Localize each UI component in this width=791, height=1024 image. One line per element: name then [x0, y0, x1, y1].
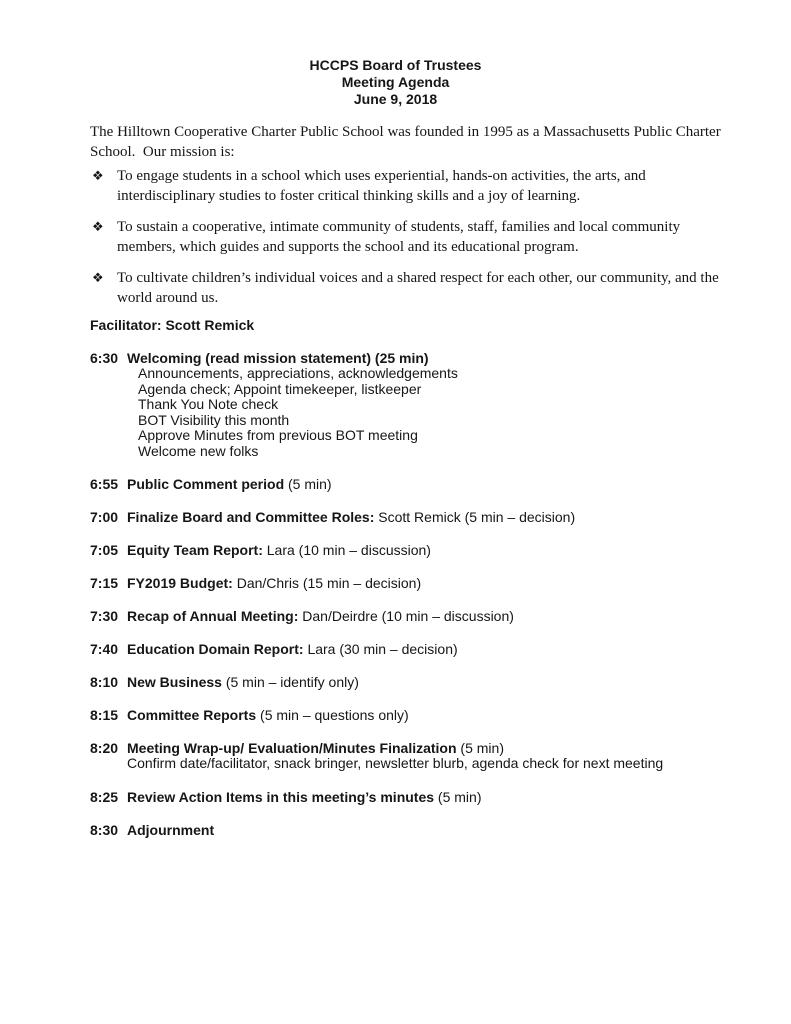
agenda-title-rest: (5 min) [284, 476, 332, 492]
agenda-title [127, 509, 721, 525]
agenda-time: 8:10 [90, 674, 119, 690]
agenda-row [90, 350, 721, 459]
document-date: June 9, 2018 [353, 91, 438, 107]
agenda-time: 7:30 [90, 608, 119, 624]
agenda-time: 8:20 [90, 740, 119, 756]
agenda-time: 6:55 [90, 476, 119, 492]
agenda-title-bold: Welcoming (read mission statement) (25 min) [127, 350, 429, 366]
agenda-title-rest: (5 min) [456, 740, 504, 756]
agenda-row [90, 542, 721, 558]
document-type: Meeting Agenda [341, 74, 450, 90]
agenda-sub-item: Welcome new folks [138, 442, 259, 459]
agenda-title [127, 789, 721, 805]
agenda-body [127, 608, 721, 624]
agenda-body [127, 509, 721, 525]
agenda-sub-item: Agenda check; Appoint timekeeper, listkeeper [138, 380, 422, 397]
agenda-sub-item: Approve Minutes from previous BOT meeting [138, 427, 418, 443]
agenda-sub-item: Thank You Note check [138, 396, 279, 412]
agenda-title-bold: Public Comment period [127, 476, 285, 492]
mission-bullet-text: To sustain a cooperative, intimate community of students, staff, families and local community members, which guides and supports the school and its educational program. [117, 219, 681, 255]
mission-bullet-text: To cultivate children’s individual voices and a shared respect for each other, our community, and the world around us. [117, 270, 719, 306]
agenda-body [127, 350, 721, 459]
agenda-title-bold: Meeting Wrap-up/ Evaluation/Minutes Finalization [127, 740, 457, 756]
agenda-title-bold: Review Action Items in this meeting’s minutes [127, 788, 435, 805]
document-body [90, 122, 725, 838]
agenda-row [90, 707, 721, 723]
diamond-bullet-icon: ❖ [92, 219, 104, 234]
mission-bullet-item [90, 166, 721, 206]
agenda-title [127, 542, 721, 558]
agenda-title [127, 707, 721, 723]
agenda-time: 8:30 [90, 821, 119, 838]
agenda-title-bold: Equity Team Report: [127, 542, 263, 558]
agenda-body [127, 674, 721, 690]
agenda-row [90, 575, 721, 591]
mission-list [90, 166, 721, 308]
agenda-title-rest: Scott Remick (5 min – decision) [374, 509, 576, 525]
intro-paragraph: The Hilltown Cooperative Charter Public School was founded in 1995 as a Massachusetts Public Charter School. Our mission is: [90, 124, 725, 160]
mission-bullet-item [90, 217, 721, 257]
agenda-body [127, 476, 721, 492]
agenda-title-bold: Committee Reports [127, 707, 257, 723]
agenda-title-bold: New Business [127, 674, 222, 690]
agenda-body [127, 789, 721, 805]
document-header [0, 0, 791, 108]
agenda-title [127, 674, 721, 690]
agenda-body [127, 822, 721, 838]
diamond-bullet-icon: ❖ [92, 270, 104, 285]
diamond-bullet-icon: ❖ [92, 168, 104, 183]
agenda-time: 6:30 [90, 350, 119, 366]
agenda-body [127, 641, 721, 657]
agenda-title-rest: (5 min – identify only) [221, 674, 359, 690]
agenda-title-rest: Dan/Chris (15 min – decision) [232, 575, 422, 591]
agenda-row [90, 476, 721, 492]
mission-bullet-text: To engage students in a school which uses experiential, hands-on activities, the arts, and interdisciplinary studies to foster critical thinking skills and a joy of learning. [117, 168, 646, 204]
agenda-title-rest: Lara (30 min – decision) [303, 641, 458, 657]
agenda-body [127, 575, 721, 591]
agenda-title-bold: Adjournment [127, 821, 215, 838]
agenda-title-rest: (5 min) [434, 788, 482, 805]
agenda-list [90, 350, 721, 838]
agenda-sub-item: BOT Visibility this month [138, 411, 290, 428]
agenda-title [127, 641, 721, 657]
agenda-row [90, 641, 721, 657]
agenda-body [127, 542, 721, 558]
agenda-title-rest: Lara (10 min – discussion) [262, 542, 431, 558]
facilitator-line: Facilitator: Scott Remick [90, 317, 255, 333]
agenda-row [90, 822, 721, 838]
agenda-title [127, 476, 721, 492]
agenda-title-rest: Dan/Deirdre (10 min – discussion) [298, 608, 514, 624]
agenda-title-bold: Recap of Annual Meeting: [127, 608, 299, 624]
agenda-time: 7:15 [90, 575, 119, 591]
agenda-row [90, 608, 721, 624]
agenda-title [127, 575, 721, 591]
agenda-title-bold: Education Domain Report: [127, 641, 304, 657]
org-title: HCCPS Board of Trustees [309, 57, 482, 73]
agenda-body [127, 740, 721, 772]
mission-bullet-item [90, 268, 721, 308]
agenda-time: 7:40 [90, 641, 119, 657]
agenda-row [90, 674, 721, 690]
agenda-title-bold: FY2019 Budget: [127, 575, 233, 591]
agenda-sub-item: Announcements, appreciations, acknowledgements [138, 365, 458, 381]
agenda-body [127, 707, 721, 723]
agenda-title [127, 350, 721, 366]
agenda-time: 7:00 [90, 509, 119, 525]
agenda-sub-item: Confirm date/facilitator, snack bringer, newsletter blurb, agenda check for next meeting [127, 755, 664, 771]
agenda-row [90, 740, 721, 772]
agenda-title-rest: (5 min – questions only) [256, 707, 409, 723]
agenda-row [90, 509, 721, 525]
agenda-title [127, 740, 721, 756]
agenda-time: 8:15 [90, 707, 119, 723]
agenda-title [127, 608, 721, 624]
agenda-title [127, 822, 721, 838]
agenda-row [90, 789, 721, 805]
agenda-time: 7:05 [90, 542, 119, 558]
agenda-title-bold: Finalize Board and Committee Roles: [127, 509, 375, 525]
agenda-time: 8:25 [90, 788, 119, 805]
